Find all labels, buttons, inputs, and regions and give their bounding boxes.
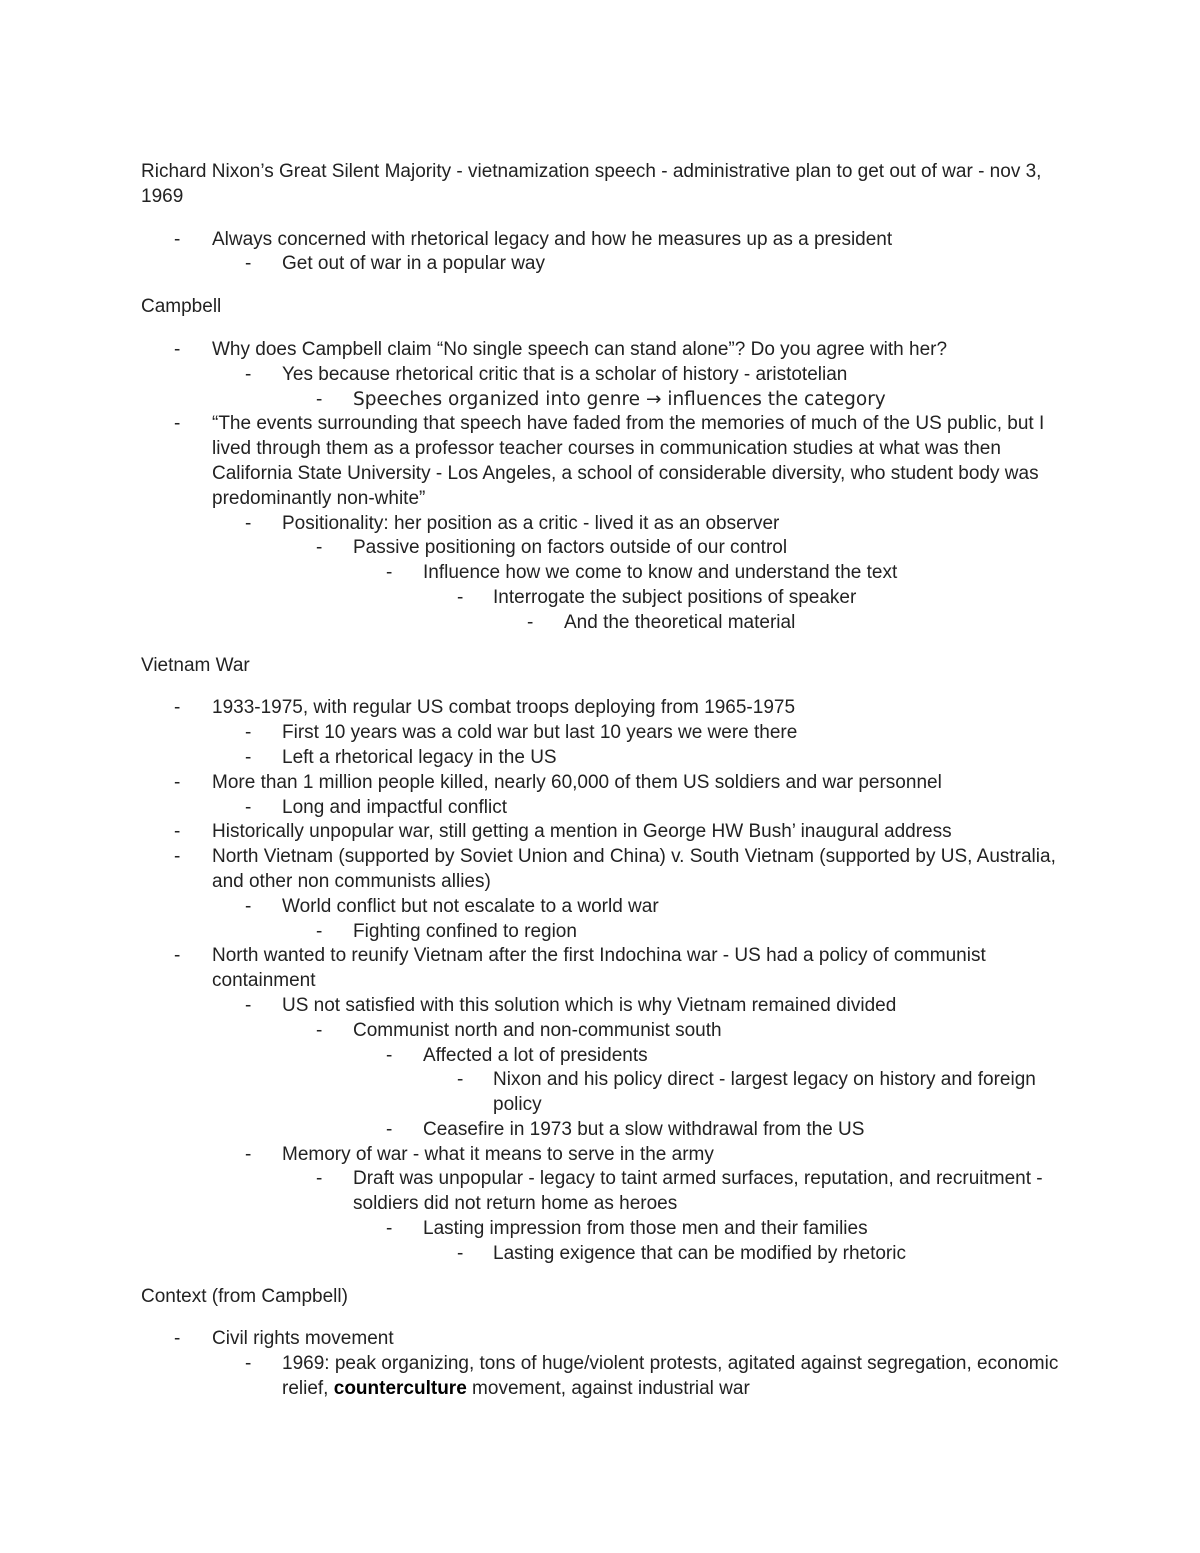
- intro-paragraph: Richard Nixon’s Great Silent Majority - vietnamization speech - administrative plan to get out of war - nov 3, 1969: [141, 161, 1042, 207]
- list-item: - Draft was unpopular - legacy to taint armed surfaces, reputation, and recruitment - soldiers did not return home as heroes: [316, 1168, 1043, 1215]
- list-item: - 1933-1975, with regular US combat troops deploying from 1965-1975: [174, 697, 796, 719]
- list-item: - First 10 years was a cold war but last 10 years we were there: [245, 722, 798, 744]
- list-item: - World conflict but not escalate to a world war: [245, 895, 659, 917]
- list-item: - More than 1 million people killed, nearly 60,000 of them US soldiers and war personnel: [174, 771, 942, 793]
- list-item: - Passive positioning on factors outside of our control: [316, 537, 788, 559]
- list-item: - Interrogate the subject positions of speaker: [457, 586, 857, 608]
- campbell-list: [141, 338, 1071, 636]
- list-item: - Left a rhetorical legacy in the US: [245, 746, 557, 768]
- list-item: - Civil rights movement: [174, 1328, 394, 1350]
- list-item: - Fighting confined to region: [316, 920, 577, 942]
- list-item: - Always concerned with rhetorical legacy and how he measures up as a president: [174, 228, 893, 250]
- list-item: - Influence how we come to know and understand the text: [386, 562, 898, 584]
- list-item: - Positionality: her position as a critic - lived it as an observer: [245, 512, 780, 534]
- bold-term: counterculture: [333, 1378, 467, 1400]
- list-item: - Yes because rhetorical critic that is a scholar of history - aristotelian: [245, 363, 848, 385]
- list-item: - North Vietnam (supported by Soviet Union and China) v. South Vietnam (supported by US, Australia, and other non communists allies): [174, 846, 1056, 892]
- list-item: - 1969: peak organizing, tons of huge/violent protests, agitated against segregation, economic relief, counterculture movement, against industrial war: [245, 1353, 1059, 1400]
- list-item: - North wanted to reunify Vietnam after the first Indochina war - US had a policy of communist containment: [174, 945, 986, 992]
- list-item: - Ceasefire in 1973 but a slow withdrawal from the US: [386, 1118, 865, 1140]
- list-item: - Lasting exigence that can be modified by rhetoric: [457, 1242, 906, 1264]
- list-item: - “The events surrounding that speech have faded from the memories of much of the US public, but I lived through them as a professor teacher courses in communication studies at what was then California State University - Los Angeles, a school of considerable diversity, who student body was predominantly non-white”: [174, 413, 1045, 509]
- vietnam-list: [141, 696, 1071, 1266]
- list-item: - Nixon and his policy direct - largest legacy on history and foreign policy: [457, 1069, 1036, 1116]
- list-item: - Affected a lot of presidents: [386, 1044, 648, 1066]
- section-heading-context: Context (from Campbell): [141, 1285, 348, 1307]
- list-item: - Historically unpopular war, still getting a mention in George HW Bush’ inaugural address: [174, 821, 952, 843]
- list-item: - And the theoretical material: [527, 611, 796, 633]
- list-item: - Get out of war in a popular way: [245, 253, 545, 275]
- list-item: - Why does Campbell claim “No single speech can stand alone”? Do you agree with her?: [174, 338, 948, 360]
- list-item: - Speeches organized into genre → influences the category: [316, 388, 886, 410]
- context-list: [141, 1327, 1071, 1401]
- section-heading-vietnam: Vietnam War: [141, 654, 250, 676]
- list-item: - US not satisfied with this solution which is why Vietnam remained divided: [245, 994, 897, 1016]
- list-item: - Long and impactful conflict: [245, 796, 507, 818]
- section-heading-campbell: Campbell: [141, 296, 222, 318]
- list-item: - Communist north and non-communist south: [316, 1019, 722, 1041]
- list-item: - Memory of war - what it means to serve in the army: [245, 1143, 714, 1165]
- intro-list: [141, 228, 1071, 278]
- document-content: [141, 160, 1071, 1402]
- list-item: - Lasting impression from those men and their families: [386, 1218, 868, 1240]
